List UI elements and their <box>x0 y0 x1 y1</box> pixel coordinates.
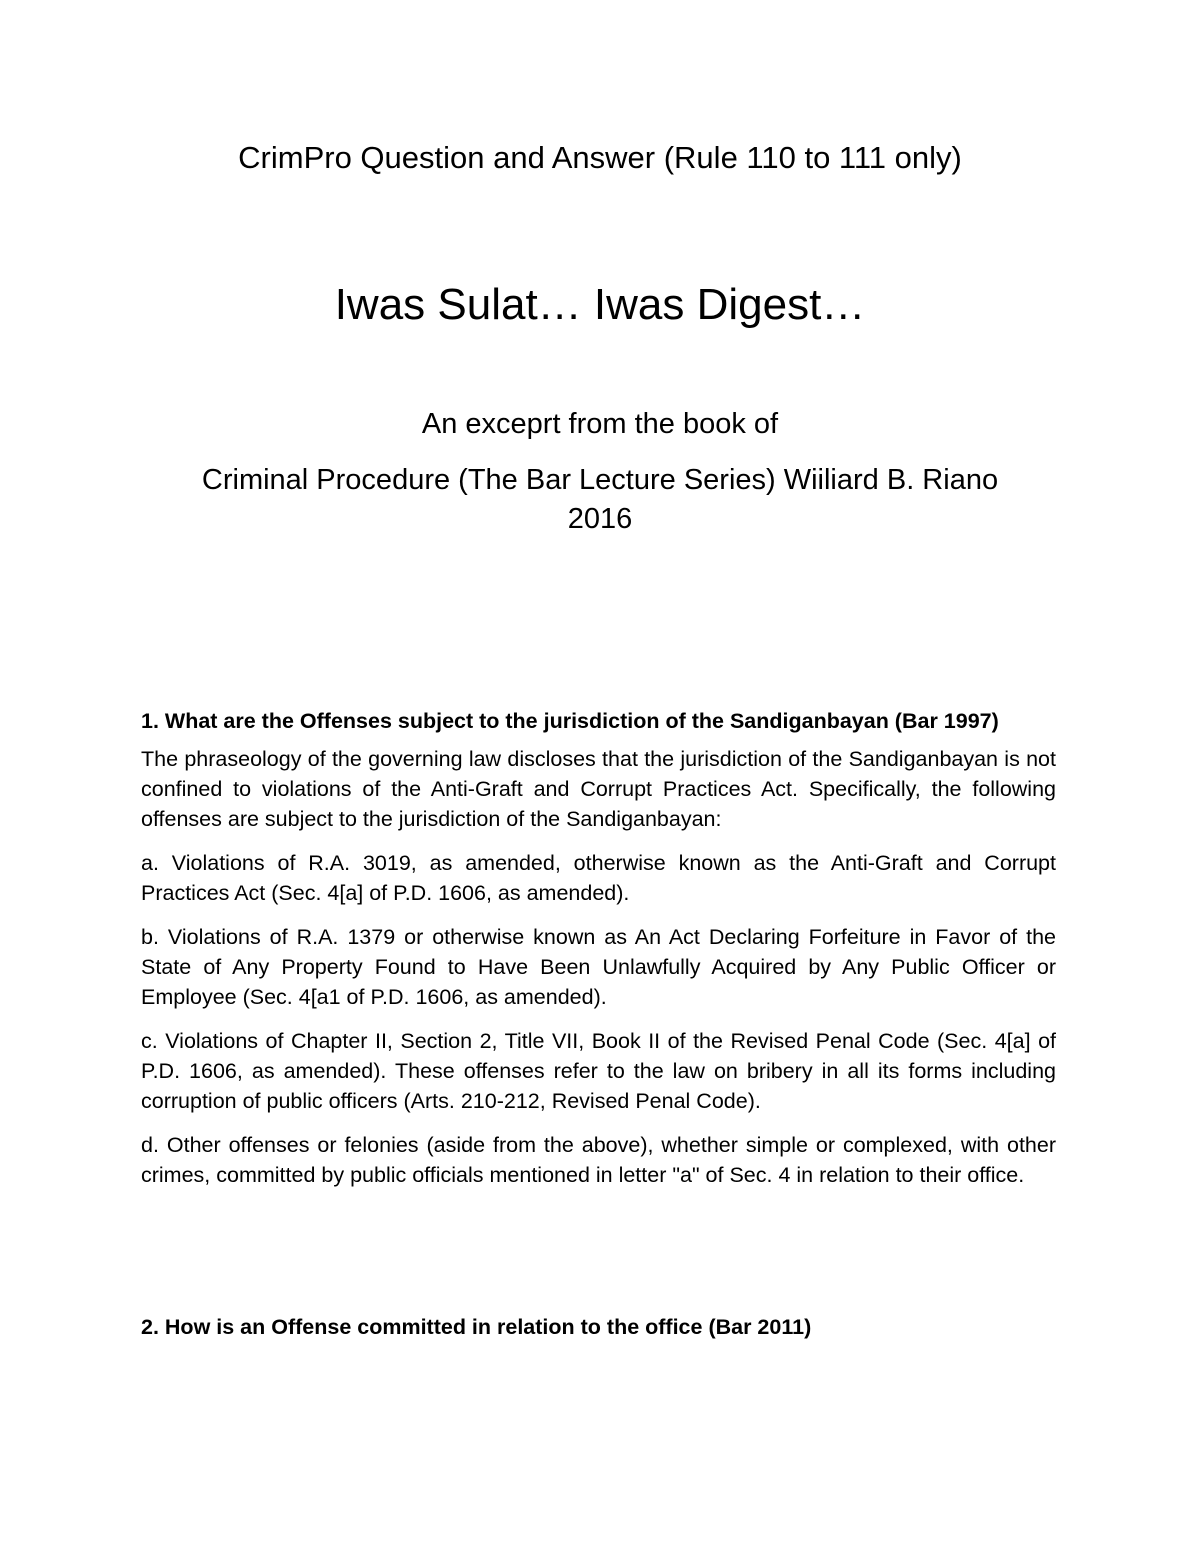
question-1-section <box>141 706 1056 1204</box>
question-1-intro: The phraseology of the governing law discloses that the jurisdiction of the Sandiganbayan is not confined to violations of the Anti-Graft and Corrupt Practices Act. Specifically, the following offenses are subject to the jurisdiction of the Sandiganbayan: <box>141 747 1056 831</box>
book-title: Criminal Procedure (The Bar Lecture Series) Wiiliard B. Riano <box>201 464 999 496</box>
document-subtitle: Iwas Sulat… Iwas Digest… <box>334 280 866 329</box>
question-2-heading: 2. How is an Offense committed in relation to the office (Bar 2011) <box>141 1315 812 1339</box>
list-item: b. Violations of R.A. 1379 or otherwise known as An Act Declaring Forfeiture in Favor of the State of Any Property Found to Have Been Unlawfully Acquired by Any Public Officer or Employee (Sec. 4[a1 of P.D. 1606, as amended). <box>141 925 1056 1009</box>
list-item: a. Violations of R.A. 3019, as amended, otherwise known as the Anti-Graft and Corrupt Practices Act (Sec. 4[a] of P.D. 1606, as amended). <box>141 851 1056 905</box>
document-title: CrimPro Question and Answer (Rule 110 to 111 only) <box>238 140 962 175</box>
list-item: d. Other offenses or felonies (aside from the above), whether simple or complexed, with other crimes, committed by public officials mentioned in letter "a" of Sec. 4 in relation to their office. <box>141 1133 1056 1187</box>
excerpt-intro: An exceprt from the book of <box>421 408 779 440</box>
list-item: c. Violations of Chapter II, Section 2, Title VII, Book II of the Revised Penal Code (Sec. 4[a] of P.D. 1606, as amended). These offenses refer to the law on bribery in all its forms including corruption of public officers (Arts. 210-212, Revised Penal Code). <box>141 1029 1056 1113</box>
question-1-heading: 1. What are the Offenses subject to the jurisdiction of the Sandiganbayan (Bar 1997) <box>141 709 999 733</box>
book-year: 2016 <box>567 503 633 535</box>
